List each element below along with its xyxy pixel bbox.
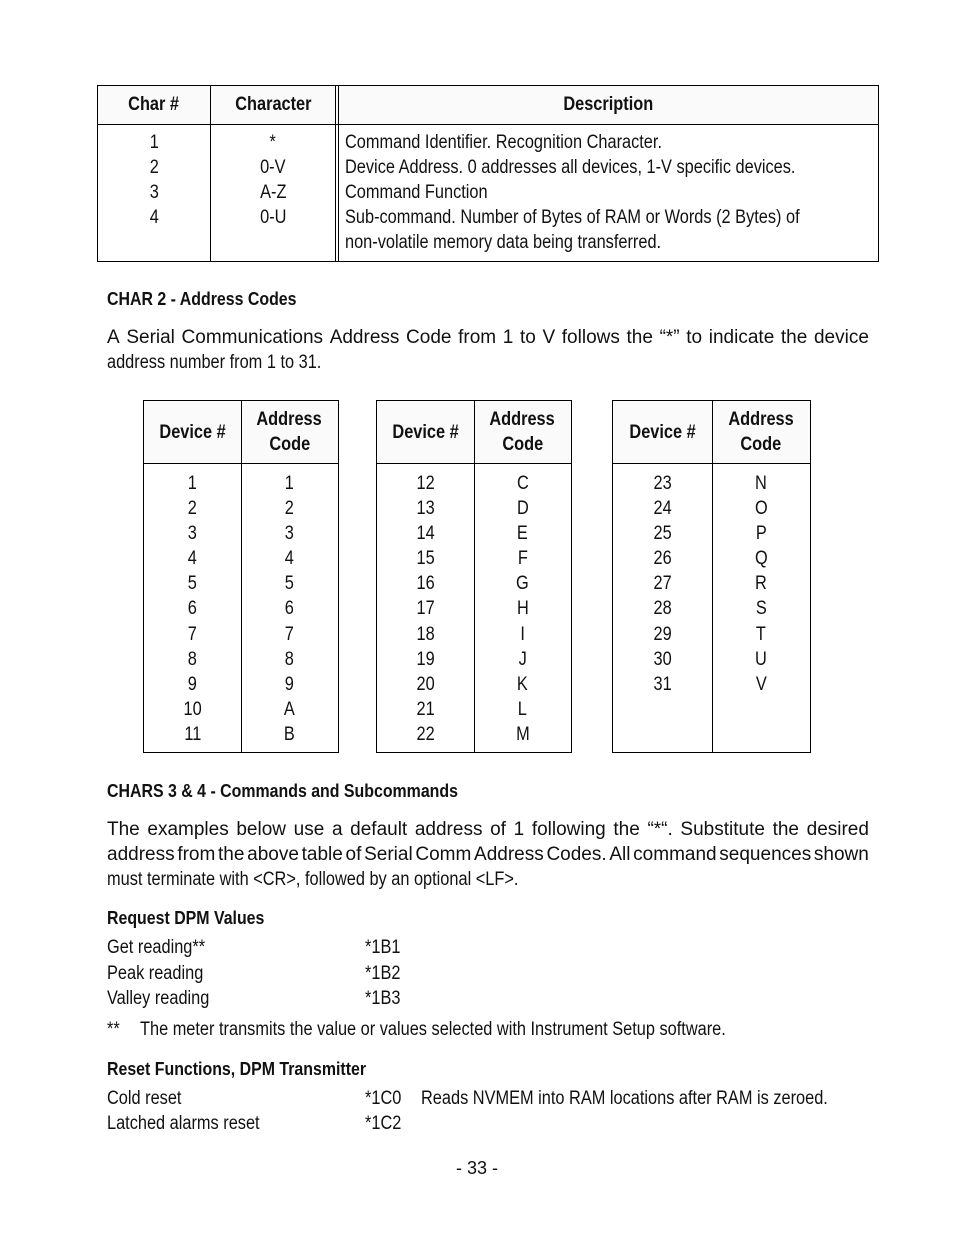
word: Codes. [546,844,607,865]
word: device [813,327,869,348]
word: of [345,844,362,865]
paragraph-line [107,325,869,350]
section-heading-address-codes: CHAR 2 - Address Codes [107,288,297,309]
table-cell: 7 [284,623,295,645]
word: to [686,327,703,348]
table-cell: V [755,673,767,695]
table-cell: C [516,473,529,494]
table-cell: F [517,548,528,570]
table-cell: J [518,648,527,670]
device-column [144,471,241,747]
table-cell: G [516,573,529,595]
character-column [210,130,336,230]
table-cell: 8 [284,648,295,670]
paragraph-line [107,817,869,842]
description-column [345,130,875,255]
table-cell: 6 [187,598,198,620]
command-description: Reads NVMEM into RAM locations after RAM is zeroed. [421,1088,828,1109]
table-cell: 5 [187,573,198,595]
word: the [772,819,799,840]
word: Address [474,844,544,865]
word: the [780,327,808,348]
word: All [609,844,631,865]
command-label: Latched alarms reset [107,1113,260,1134]
word: Code [406,327,452,348]
command-label: Cold reset [107,1088,182,1109]
word: Serial [364,844,413,865]
header-device-num: Device # [159,421,226,443]
table-cell: 23 [653,473,672,494]
table-cell: 26 [653,548,672,570]
paragraph-line: address number from 1 to 31. [107,352,322,373]
table-cell: Device Address. 0 addresses all devices, 1-V specific devices. [345,157,796,178]
table-cell: 4 [187,548,198,570]
table-cell: 19 [416,648,435,670]
word: The [107,819,140,840]
word: from [177,844,216,865]
table-cell: 20 [416,673,435,695]
table-cell: 2 [149,157,159,178]
word: examples [147,819,229,840]
table-cell: 30 [653,648,672,670]
word: “*“. [647,819,673,840]
table-cell: 24 [653,498,672,520]
table-cell: 29 [653,623,672,645]
table-cell: 3 [187,523,198,545]
word: to [519,327,536,348]
command-code: *1B3 [365,988,401,1009]
table-cell: 1 [284,473,295,494]
header-address-code: Address Code [728,409,794,455]
table-cell: 1 [149,132,159,153]
word: sequences [719,844,812,865]
footnote-mark: ** [107,1019,120,1040]
word: shown [813,844,869,865]
table-cell: M [515,723,530,745]
table-cell: B [284,723,295,745]
word: use [293,819,325,840]
table-cell: 1 [187,473,198,494]
table-cell: 9 [187,673,198,695]
paragraph-line: must terminate with <CR>, followed by an optional <LF>. [107,869,519,890]
table-cell: H [516,598,529,620]
table-cell: 31 [653,673,672,695]
footnote-text: The meter transmits the value or values selected with Instrument Setup software. [140,1019,726,1040]
address-code-table-3 [612,400,811,753]
word: following [531,819,606,840]
word: “*” [659,327,680,348]
header-character: Character [234,94,312,115]
device-column [613,471,712,697]
command-code: *1C0 [365,1088,402,1109]
header-device-num: Device # [629,421,696,443]
word: a [331,819,343,840]
table-cell: * [269,132,277,153]
table-cell: 0-V [260,157,286,178]
header-char-num: Char # [128,94,180,115]
table-cell: 0-U [259,207,287,228]
section-heading-request-dpm: Request DPM Values [107,907,265,928]
word: Address [329,327,400,348]
table-cell: N [755,473,767,494]
command-code: *1C2 [365,1113,402,1134]
table-cell: 2 [187,498,198,520]
table-cell: L [517,698,528,720]
word: 1 [513,819,525,840]
code-column [712,471,810,697]
section-heading-commands: CHARS 3 & 4 - Commands and Subcommands [107,780,458,801]
table-cell: 3 [284,523,295,545]
table-cell: 9 [284,673,295,695]
table-cell: 7 [187,623,198,645]
table-cell: 16 [416,573,435,595]
table-cell: 10 [183,698,202,720]
table-cell: 11 [184,723,201,745]
address-code-table-2 [376,400,572,753]
device-column [377,471,474,747]
table-cell: E [517,523,528,545]
commands-paragraph [107,817,869,892]
table-cell: non-volatile memory data being transferred. [345,232,662,253]
code-column [474,471,571,747]
table-cell: P [755,523,767,545]
page-number: - 33 - [455,1158,498,1178]
table-cell: 4 [284,548,295,570]
table-cell: Q [754,548,768,570]
word: 1 [502,327,514,348]
word: address [107,844,175,865]
word: address [414,819,483,840]
table-cell: 21 [416,698,435,720]
header-description: Description [563,94,653,115]
word: the [626,327,653,348]
table-cell: A [284,698,295,720]
word: desired [806,819,869,840]
command-code: *1B1 [365,937,401,958]
table-cell: I [520,623,525,645]
code-column [241,471,338,747]
word: Substitute [680,819,765,840]
header-device-num: Device # [392,421,459,443]
table-cell: 17 [416,598,435,620]
address-codes-paragraph [107,325,869,375]
word: the [613,819,640,840]
word: the [218,844,245,865]
section-heading-reset-functions: Reset Functions, DPM Transmitter [107,1058,367,1079]
word: Comm [415,844,472,865]
table-cell: K [517,673,528,695]
word: Serial [126,327,175,348]
word: follows [561,327,620,348]
header-address-code: Address Code [489,409,556,455]
table-cell: 18 [416,623,435,645]
table-cell: 2 [284,498,295,520]
table-cell: 12 [416,473,435,494]
word: A [107,327,120,348]
table-cell: Command Function [345,182,488,203]
table-cell: 13 [416,498,435,520]
word: below [236,819,287,840]
command-code: *1B2 [365,963,401,984]
table-cell: A-Z [259,182,287,203]
table-cell: Command Identifier. Recognition Character. [345,132,662,153]
header-address-code: Address Code [256,409,323,455]
table-cell: 25 [653,523,672,545]
paragraph-line [107,842,869,867]
command-label: Get reading** [107,937,206,958]
table-cell: 8 [187,648,198,670]
table-cell: T [756,623,766,645]
command-label: Peak reading [107,963,204,984]
table-cell: U [755,648,767,670]
table-cell: 22 [416,723,435,745]
table-cell: 14 [416,523,435,545]
word: V [542,327,556,348]
table-cell: 27 [653,573,672,595]
table-cell: 28 [653,598,672,620]
table-cell: 4 [149,207,159,228]
word: indicate [708,327,775,348]
table-cell: 15 [416,548,435,570]
word: of [490,819,506,840]
table-cell: S [755,598,767,620]
table-cell: R [755,573,767,595]
table-cell: 3 [149,182,159,203]
word: above [247,844,299,865]
word: table [301,844,343,865]
table-cell: D [516,498,529,520]
char-num-column [98,130,210,230]
table-cell: 6 [284,598,295,620]
command-format-table [97,85,879,262]
word: command [633,844,717,865]
word: default [350,819,408,840]
address-code-table-1 [143,400,339,753]
word: from [458,327,497,348]
word: Communications [181,327,324,348]
table-cell: O [754,498,768,520]
table-cell: Sub-command. Number of Bytes of RAM or Words (2 Bytes) of [345,207,800,228]
command-label: Valley reading [107,988,210,1009]
table-cell: 5 [284,573,295,595]
